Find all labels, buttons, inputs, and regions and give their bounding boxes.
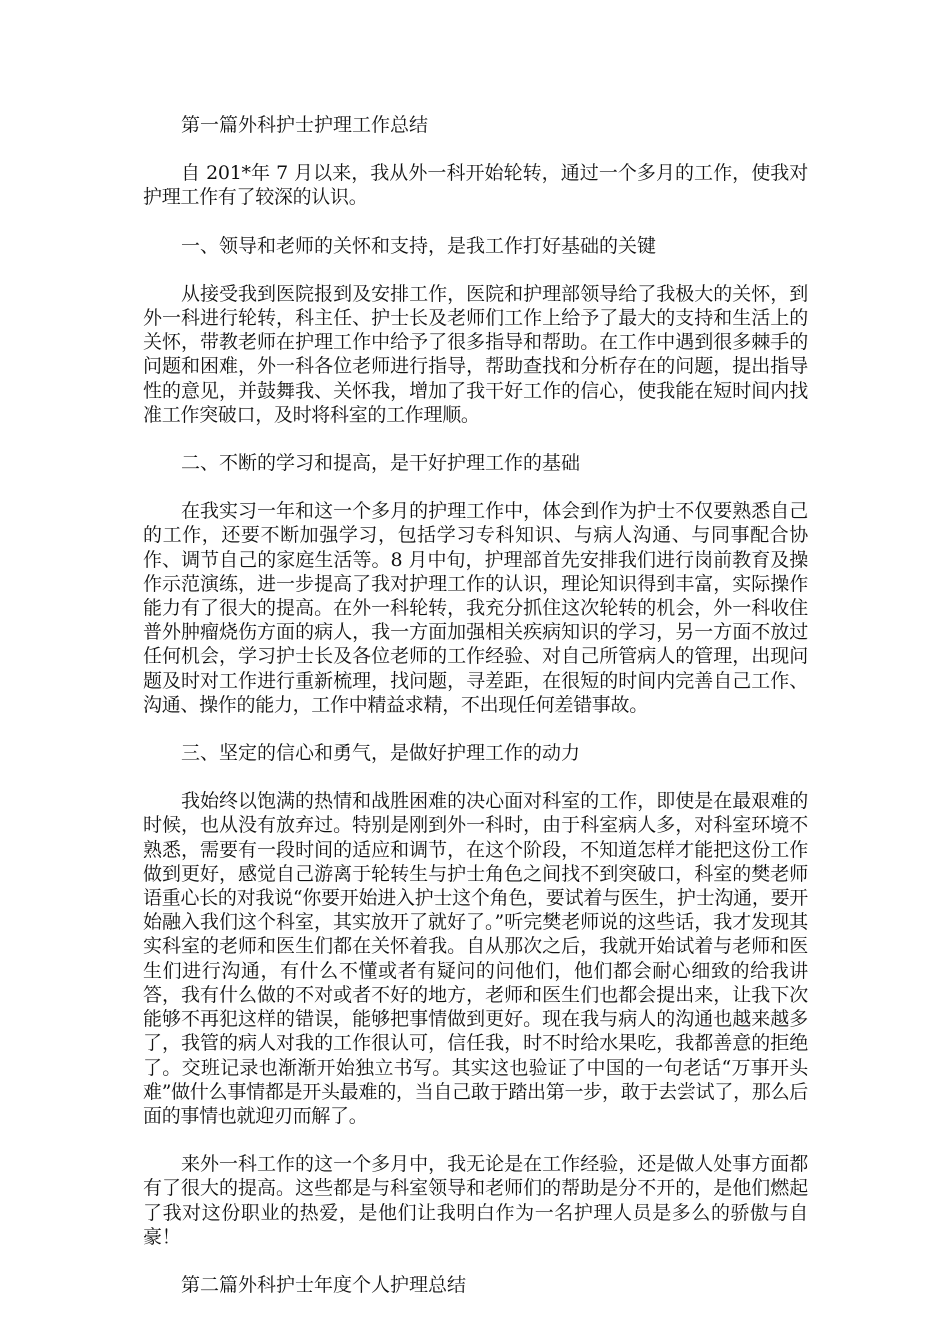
section-2-heading: 二、不断的学习和提高，是干好护理工作的基础 [181,452,581,475]
section-2-paragraph: 在我实习一年和这一个多月的护理工作中，体会到作为护士不仅要熟悉自己的工作，还要不断加强学习，包括学习专科知识、与病人沟通、与同事配合协作、调节自己的家庭生活等。8 月中旬，护理部首先安排我们进行岗前教育及操作示范演练，进一步提高了我对护理工作的认识，理论知识得到丰富，实际操作能力有了很大的提高。在外一科轮转，我充分抓住这次轮转的机会，外一科收住普外肿瘤烧伤方面的病人，我一方面加强相关疾病知识的学习，另一方面不放过任何机会，学习护士长及各位老师的工作经验、对自己所管病人的管理，出现问题及时对工作进行重新梳理，找问题，寻差距，在很短的时间内完善自己工作、沟通、操作的能力，工作中精益求精，不出现任何差错事故。 [143,500,808,716]
section-3-paragraph: 我始终以饱满的热情和战胜困难的决心面对科室的工作，即使是在最艰难的时候，也从没有放弃过。特别是刚到外一科时，由于科室病人多，对科室环境不熟悉，需要有一段时间的适应和调节，在这个阶段，不知道怎样才能把这份工作做到更好，感觉自己游离于轮转生与护士角色之间找不到突破口，科室的樊老师语重心长的对我说“你要开始进入护士这个角色，要试着与医生，护士沟通，要开始融入我们这个科室，其实放开了就好了。”听完樊老师说的这些话，我才发现其实科室的老师和医生们都在关怀着我。自从那次之后，我就开始试着与老师和医生们进行沟通，有什么不懂或者有疑问的问他们，他们都会耐心细致的给我讲答，我有什么做的不对或者不好的地方，老师和医生们也都会提出来，让我下次能够不再犯这样的错误，能够把事情做到更好。现在我与病人的沟通也越来越多了，我管的病人对我的工作很认可，信任我，时不时给水果吃，我都善意的拒绝了。交班记录也渐渐开始独立书写。其实这也验证了中国的一句老话“万事开头难”做什么事情都是开头最难的，当自己敢于踏出第一步，敢于去尝试了，那么后面的事情也就迎刃而解了。 [143,790,808,1127]
section-1-paragraph: 从接受我到医院报到及安排工作，医院和护理部领导给了我极大的关怀，到外一科进行轮转，科主任、护士长及老师们工作上给予了最大的支持和生活上的关怀，带教老师在护理工作中给予了很多指导和帮助。在工作中遇到很多棘手的问题和困难，外一科各位老师进行指导，帮助查找和分析存在的问题，提出指导性的意见，并鼓舞我、关怀我，增加了我干好工作的信心，使我能在短时间内找准工作突破口，及时将科室的工作理顺。 [143,282,808,426]
document-title-2: 第二篇外科护士年度个人护理总结 [181,1273,467,1296]
closing-paragraph: 来外一科工作的这一个多月中，我无论是在工作经验，还是做人处事方面都有了很大的提高。这些都是与科室领导和老师们的帮助是分不开的，是他们燃起了我对这份职业的热爱，是他们让我明白作为一名护理人员是多么的骄傲与自豪！ [143,1153,808,1248]
intro-paragraph: 自 201*年 7 月以来，我从外一科开始轮转，通过一个多月的工作，使我对护理工作有了较深的认识。 [143,162,808,209]
section-3-heading: 三、坚定的信心和勇气，是做好护理工作的动力 [181,742,581,765]
document-title-1: 第一篇外科护士护理工作总结 [181,114,429,136]
section-1-heading: 一、领导和老师的关怀和支持，是我工作打好基础的关键 [181,234,657,257]
document-page [143,113,808,1321]
